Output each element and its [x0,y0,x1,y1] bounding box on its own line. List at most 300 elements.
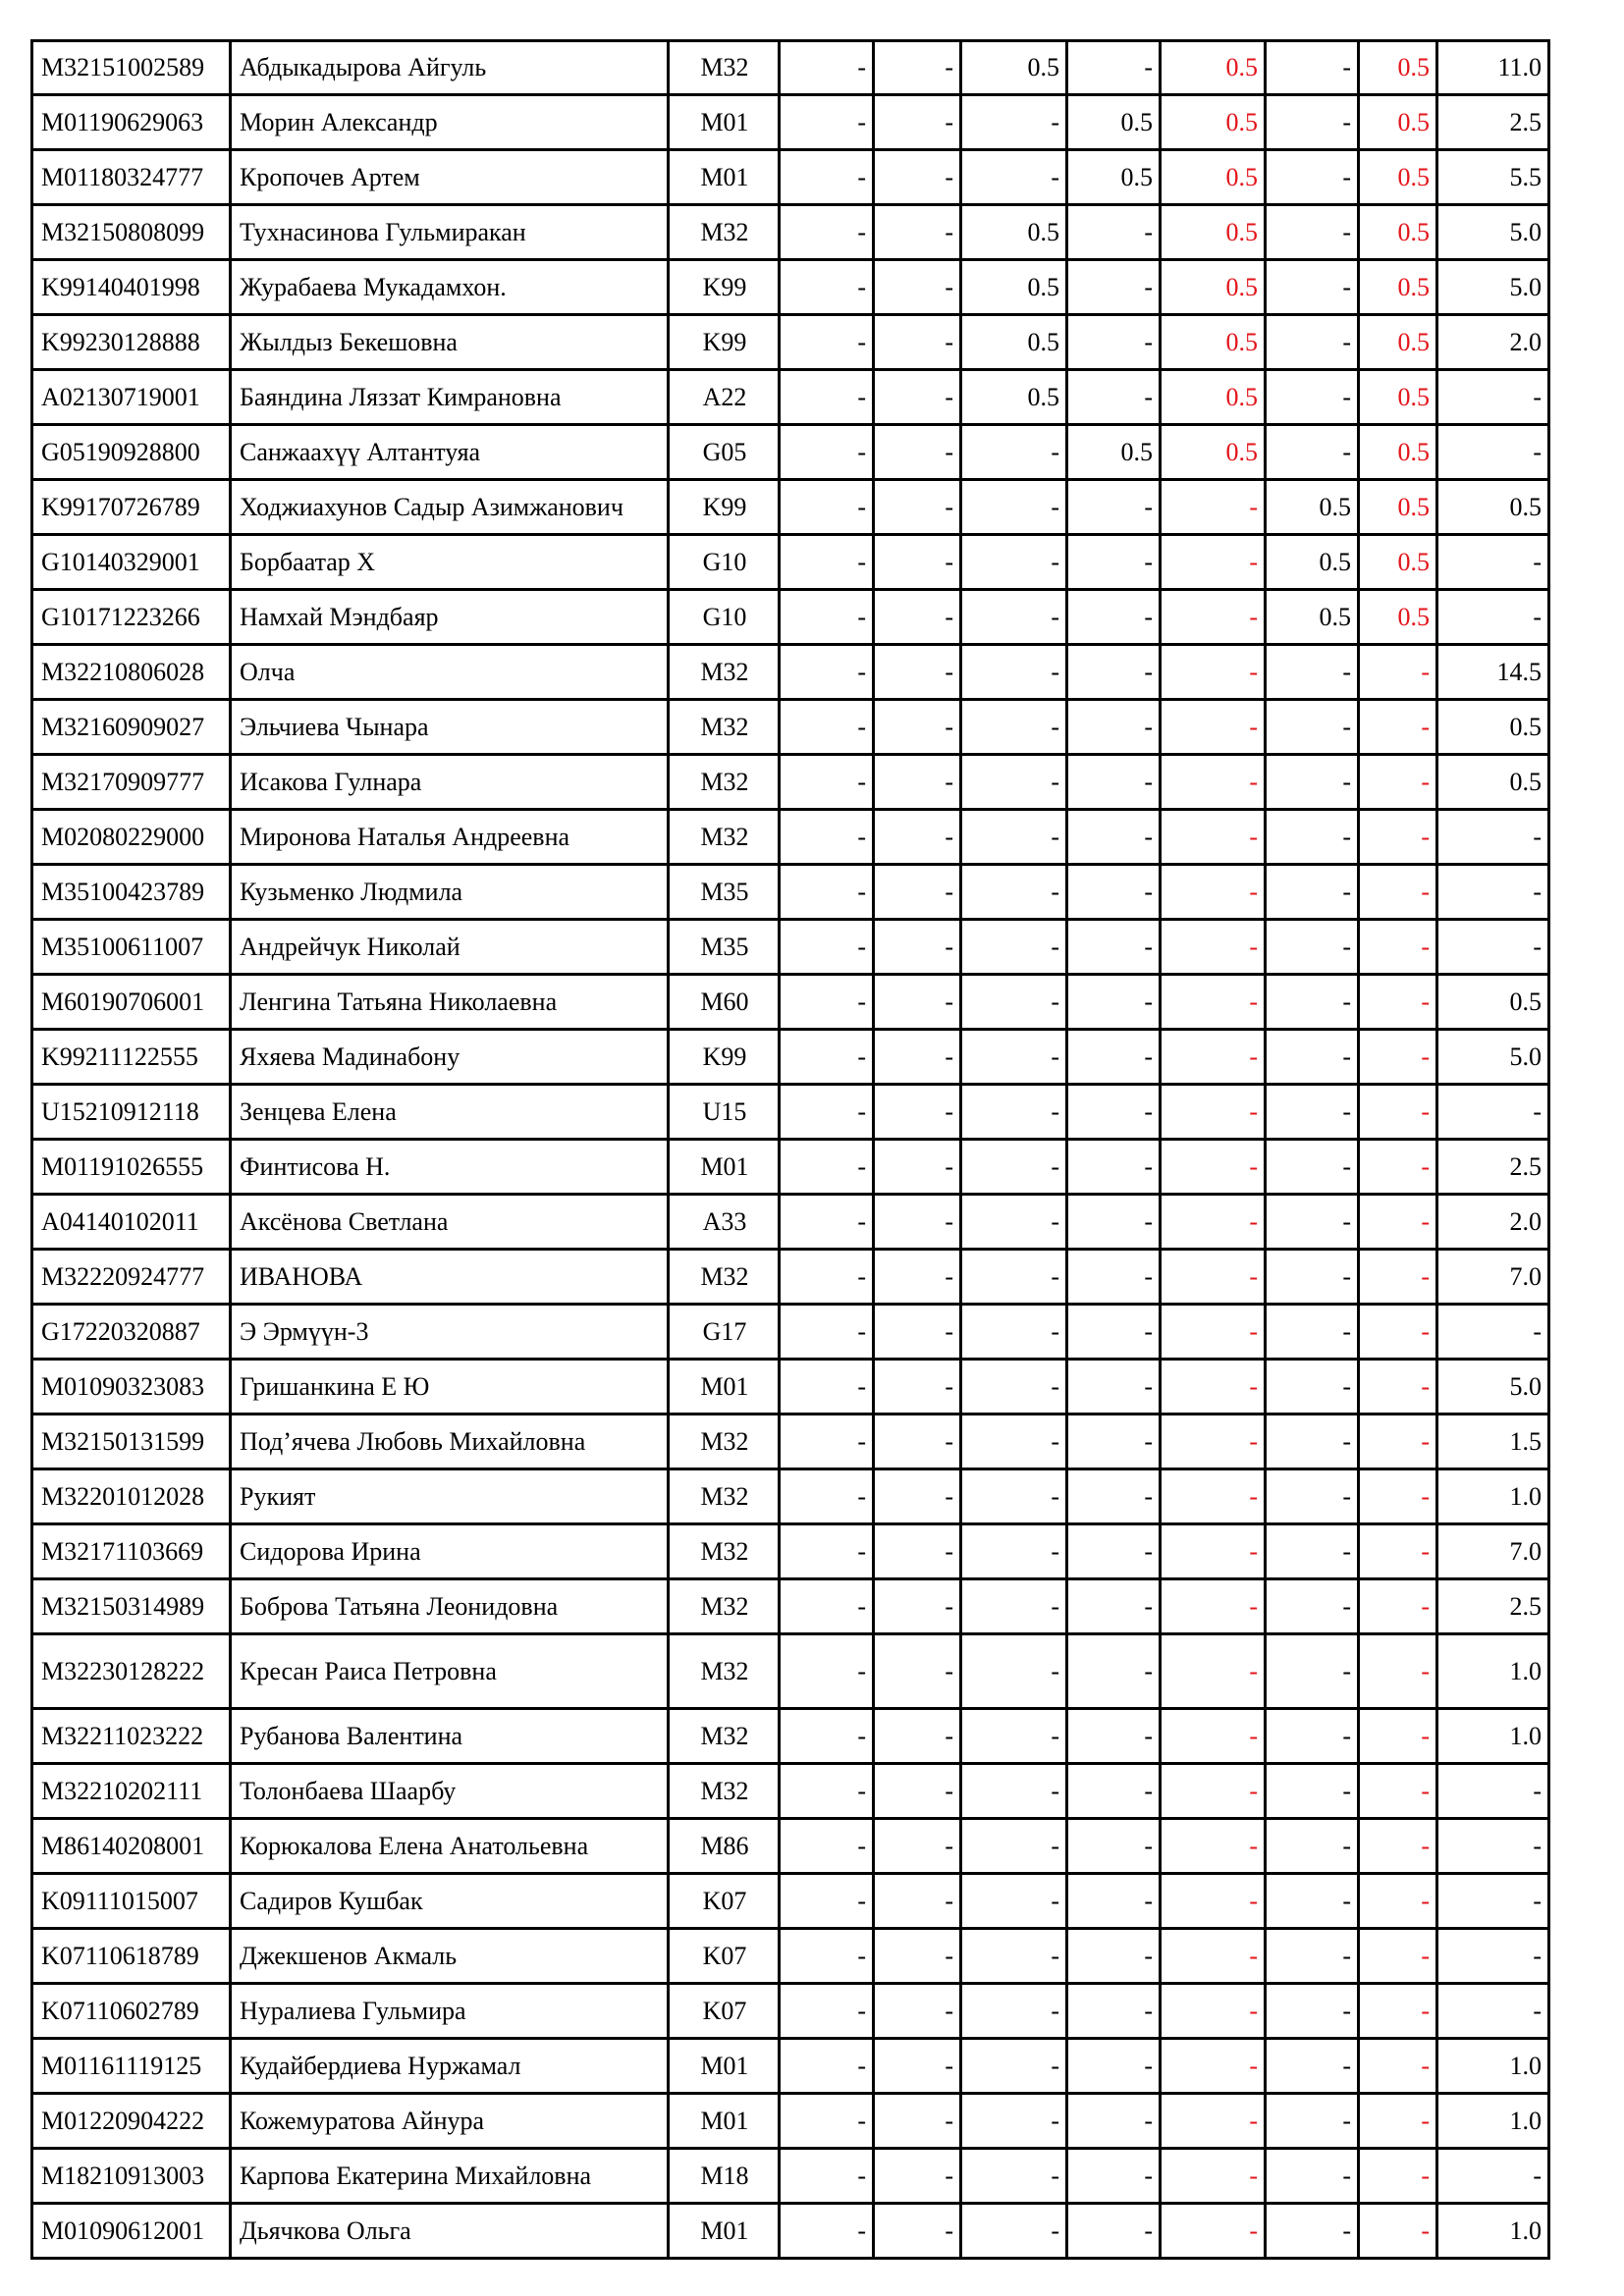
cell-v2: - [874,2094,961,2149]
table-row [32,95,1549,150]
cell-code: M01 [669,2039,780,2094]
cell-v6: 0.5 [1266,590,1359,645]
table-row [32,2204,1549,2259]
cell-v6: - [1266,700,1359,755]
cell-v1: - [780,1579,874,1634]
table-body [32,41,1549,2259]
cell-v5: 0.5 [1161,370,1266,425]
cell-total: 1.0 [1437,2039,1549,2094]
cell-v5: - [1161,1579,1266,1634]
cell-v5: - [1161,535,1266,590]
cell-code: U15 [669,1085,780,1140]
cell-v4: - [1067,2204,1161,2259]
cell-v5: - [1161,1984,1266,2039]
cell-name: Жылдыз Бекешовна [231,315,669,370]
cell-v7: - [1359,1929,1437,1984]
cell-total: 1.0 [1437,1634,1549,1709]
cell-total: 5.0 [1437,1030,1549,1085]
cell-v4: - [1067,755,1161,810]
cell-code: K99 [669,480,780,535]
cell-id: G10171223266 [32,590,231,645]
cell-code: M01 [669,2204,780,2259]
table-row [32,205,1549,260]
cell-v2: - [874,1469,961,1524]
cell-v4: - [1067,1524,1161,1579]
cell-name: Дьячкова Ольга [231,2204,669,2259]
cell-v1: - [780,1415,874,1469]
cell-v4: - [1067,1984,1161,2039]
cell-code: M32 [669,1634,780,1709]
cell-v2: - [874,1140,961,1195]
cell-total: - [1437,1984,1549,2039]
cell-v6: - [1266,1360,1359,1415]
cell-v7: 0.5 [1359,95,1437,150]
cell-total: - [1437,370,1549,425]
cell-name: Абдыкадырова Айгуль [231,41,669,95]
cell-v3: - [961,920,1067,975]
cell-id: M32150131599 [32,1415,231,1469]
cell-v1: - [780,1469,874,1524]
cell-id: M32211023222 [32,1709,231,1764]
cell-v2: - [874,260,961,315]
cell-name: Намхай Мэндбаяр [231,590,669,645]
cell-v2: - [874,41,961,95]
cell-v5: - [1161,1874,1266,1929]
cell-name: Корюкалова Елена Анатольевна [231,1819,669,1874]
cell-v6: - [1266,975,1359,1030]
cell-v5: - [1161,1415,1266,1469]
cell-total: 2.5 [1437,95,1549,150]
cell-id: M32170909777 [32,755,231,810]
cell-v4: 0.5 [1067,425,1161,480]
table-row [32,1634,1549,1709]
table-row [32,1579,1549,1634]
cell-v4: - [1067,1140,1161,1195]
cell-code: M32 [669,645,780,700]
cell-v2: - [874,1984,961,2039]
cell-v2: - [874,1030,961,1085]
cell-v2: - [874,1764,961,1819]
cell-v4: - [1067,205,1161,260]
cell-v1: - [780,260,874,315]
cell-v7: 0.5 [1359,535,1437,590]
cell-v4: - [1067,1634,1161,1709]
cell-v2: - [874,1524,961,1579]
cell-v4: - [1067,1469,1161,1524]
cell-code: K99 [669,260,780,315]
cell-v7: 0.5 [1359,260,1437,315]
cell-v2: - [874,645,961,700]
cell-v1: - [780,1140,874,1195]
cell-v2: - [874,975,961,1030]
cell-code: M60 [669,975,780,1030]
cell-id: M35100423789 [32,865,231,920]
cell-id: M01161119125 [32,2039,231,2094]
cell-v5: - [1161,700,1266,755]
cell-v1: - [780,425,874,480]
cell-v3: - [961,1579,1067,1634]
cell-v6: 0.5 [1266,535,1359,590]
cell-id: M01190629063 [32,95,231,150]
cell-name: Исакова Гулнара [231,755,669,810]
cell-v2: - [874,1579,961,1634]
cell-code: M32 [669,1469,780,1524]
cell-v4: - [1067,1764,1161,1819]
cell-v1: - [780,810,874,865]
cell-v3: - [961,1250,1067,1305]
cell-v3: - [961,1764,1067,1819]
cell-id: U15210912118 [32,1085,231,1140]
cell-id: M32151002589 [32,41,231,95]
cell-v5: - [1161,975,1266,1030]
table-row [32,260,1549,315]
cell-id: K07110618789 [32,1929,231,1984]
cell-id: M35100611007 [32,920,231,975]
cell-id: K99211122555 [32,1030,231,1085]
cell-name: Боброва Татьяна Леонидовна [231,1579,669,1634]
cell-v4: - [1067,1030,1161,1085]
cell-v5: - [1161,2204,1266,2259]
cell-v5: - [1161,865,1266,920]
cell-v2: - [874,205,961,260]
cell-v5: - [1161,1140,1266,1195]
cell-v3: - [961,95,1067,150]
cell-v4: - [1067,1709,1161,1764]
cell-v1: - [780,755,874,810]
cell-name: Финтисова Н. [231,1140,669,1195]
cell-v3: - [961,1030,1067,1085]
cell-v6: - [1266,2149,1359,2204]
cell-v6: - [1266,1305,1359,1360]
cell-v6: - [1266,1195,1359,1250]
cell-total: 0.5 [1437,755,1549,810]
table-row [32,370,1549,425]
cell-code: K07 [669,1929,780,1984]
cell-v3: - [961,1819,1067,1874]
cell-total: - [1437,1764,1549,1819]
cell-total: 5.0 [1437,1360,1549,1415]
cell-v5: - [1161,1469,1266,1524]
cell-v6: - [1266,1524,1359,1579]
table-row [32,1874,1549,1929]
cell-v3: - [961,1634,1067,1709]
cell-v2: - [874,2039,961,2094]
cell-v4: - [1067,1874,1161,1929]
cell-v7: - [1359,1764,1437,1819]
cell-name: Аксёнова Светлана [231,1195,669,1250]
cell-v1: - [780,95,874,150]
cell-v3: - [961,1984,1067,2039]
cell-code: G10 [669,535,780,590]
cell-v7: 0.5 [1359,590,1437,645]
cell-v2: - [874,1360,961,1415]
cell-v1: - [780,205,874,260]
cell-name: Баяндина Ляззат Кимрановна [231,370,669,425]
cell-v6: - [1266,95,1359,150]
cell-name: Карпова Екатерина Михайловна [231,2149,669,2204]
cell-v6: - [1266,2094,1359,2149]
cell-v2: - [874,1929,961,1984]
cell-v2: - [874,1874,961,1929]
cell-v2: - [874,1085,961,1140]
cell-v6: - [1266,1709,1359,1764]
cell-v3: - [961,865,1067,920]
cell-v1: - [780,1709,874,1764]
cell-name: Гришанкина Е Ю [231,1360,669,1415]
cell-v2: - [874,1415,961,1469]
cell-total: - [1437,920,1549,975]
cell-v1: - [780,1360,874,1415]
cell-v6: - [1266,315,1359,370]
cell-id: M01191026555 [32,1140,231,1195]
cell-v1: - [780,1929,874,1984]
cell-code: G17 [669,1305,780,1360]
cell-v3: - [961,1360,1067,1415]
cell-v3: - [961,810,1067,865]
cell-v4: - [1067,975,1161,1030]
cell-name: Рубанова Валентина [231,1709,669,1764]
cell-v6: - [1266,41,1359,95]
cell-total: 2.0 [1437,315,1549,370]
cell-v2: - [874,700,961,755]
cell-id: K99230128888 [32,315,231,370]
cell-v6: - [1266,1250,1359,1305]
cell-total: - [1437,1929,1549,1984]
cell-v2: - [874,315,961,370]
cell-v7: - [1359,920,1437,975]
cell-id: M86140208001 [32,1819,231,1874]
cell-v6: - [1266,920,1359,975]
table-row [32,1085,1549,1140]
cell-total: 2.0 [1437,1195,1549,1250]
cell-v3: - [961,755,1067,810]
cell-v6: - [1266,1819,1359,1874]
cell-name: Зенцева Елена [231,1085,669,1140]
cell-name: Кресан Раиса Петровна [231,1634,669,1709]
cell-v4: - [1067,1929,1161,1984]
cell-v5: - [1161,1709,1266,1764]
cell-code: G05 [669,425,780,480]
cell-code: M01 [669,1360,780,1415]
cell-id: G17220320887 [32,1305,231,1360]
cell-name: Ленгина Татьяна Николаевна [231,975,669,1030]
cell-v6: - [1266,755,1359,810]
cell-v4: - [1067,1360,1161,1415]
cell-v5: 0.5 [1161,260,1266,315]
cell-code: M32 [669,41,780,95]
cell-total: 14.5 [1437,645,1549,700]
cell-v3: - [961,2149,1067,2204]
table-row [32,755,1549,810]
cell-total: 7.0 [1437,1250,1549,1305]
cell-name: Под’ячева Любовь Михайловна [231,1415,669,1469]
cell-total: - [1437,1819,1549,1874]
cell-code: M32 [669,1579,780,1634]
cell-name: Кожемуратова Айнура [231,2094,669,2149]
cell-v7: - [1359,1874,1437,1929]
cell-v4: - [1067,1195,1161,1250]
table-row [32,1764,1549,1819]
cell-v5: - [1161,1634,1266,1709]
cell-v2: - [874,370,961,425]
cell-v7: - [1359,700,1437,755]
cell-v6: - [1266,1874,1359,1929]
cell-code: M01 [669,1140,780,1195]
cell-v7: - [1359,1524,1437,1579]
cell-v3: 0.5 [961,260,1067,315]
cell-v4: - [1067,920,1161,975]
cell-code: M32 [669,1709,780,1764]
table-row [32,1195,1549,1250]
cell-v3: - [961,2094,1067,2149]
cell-name: Журабаева Мукадамхон. [231,260,669,315]
cell-name: Эльчиева Чынара [231,700,669,755]
cell-id: M01220904222 [32,2094,231,2149]
cell-v4: - [1067,2039,1161,2094]
table-row [32,2149,1549,2204]
cell-v6: - [1266,1140,1359,1195]
cell-v1: - [780,975,874,1030]
cell-v4: - [1067,1085,1161,1140]
cell-v3: 0.5 [961,205,1067,260]
cell-v7: - [1359,1030,1437,1085]
cell-v1: - [780,41,874,95]
cell-v2: - [874,2149,961,2204]
cell-v5: - [1161,1524,1266,1579]
cell-v7: 0.5 [1359,41,1437,95]
cell-v6: - [1266,370,1359,425]
cell-name: Нуралиева Гульмира [231,1984,669,2039]
cell-v2: - [874,1195,961,1250]
cell-v7: - [1359,1360,1437,1415]
cell-v4: - [1067,2094,1161,2149]
cell-id: M32201012028 [32,1469,231,1524]
cell-v7: - [1359,2204,1437,2259]
cell-v4: - [1067,370,1161,425]
cell-v3: - [961,1929,1067,1984]
cell-total: - [1437,1874,1549,1929]
cell-total: - [1437,1085,1549,1140]
table-row [32,700,1549,755]
cell-v5: 0.5 [1161,315,1266,370]
cell-code: M35 [669,920,780,975]
table-row [32,1929,1549,1984]
cell-v6: - [1266,260,1359,315]
cell-code: M18 [669,2149,780,2204]
cell-v6: - [1266,1085,1359,1140]
cell-total: - [1437,865,1549,920]
cell-v6: - [1266,2039,1359,2094]
cell-id: G05190928800 [32,425,231,480]
cell-v4: - [1067,1819,1161,1874]
cell-v4: 0.5 [1067,95,1161,150]
cell-id: K07110602789 [32,1984,231,2039]
cell-v1: - [780,370,874,425]
cell-name: Яхяева Мадинабону [231,1030,669,1085]
cell-v5: - [1161,1195,1266,1250]
cell-v6: - [1266,645,1359,700]
cell-v5: - [1161,1305,1266,1360]
cell-v1: - [780,2094,874,2149]
cell-total: 7.0 [1437,1524,1549,1579]
cell-id: M32220924777 [32,1250,231,1305]
cell-v4: - [1067,480,1161,535]
cell-v7: - [1359,865,1437,920]
cell-v7: - [1359,975,1437,1030]
cell-v6: - [1266,810,1359,865]
cell-code: M32 [669,1524,780,1579]
cell-v1: - [780,590,874,645]
cell-v2: - [874,480,961,535]
table-row [32,865,1549,920]
cell-id: M32210202111 [32,1764,231,1819]
cell-total: 1.0 [1437,2094,1549,2149]
cell-id: M32160909027 [32,700,231,755]
cell-code: M32 [669,755,780,810]
cell-v3: - [961,1085,1067,1140]
cell-v6: - [1266,1030,1359,1085]
cell-total: 0.5 [1437,975,1549,1030]
cell-v6: - [1266,2204,1359,2259]
cell-code: M01 [669,150,780,205]
cell-v4: - [1067,810,1161,865]
cell-v7: - [1359,645,1437,700]
cell-v3: 0.5 [961,315,1067,370]
cell-v7: 0.5 [1359,480,1437,535]
cell-v3: - [961,535,1067,590]
cell-v1: - [780,1634,874,1709]
cell-v5: - [1161,2039,1266,2094]
cell-v4: - [1067,1415,1161,1469]
cell-v7: 0.5 [1359,205,1437,260]
cell-v5: - [1161,1250,1266,1305]
table-row [32,975,1549,1030]
cell-v2: - [874,2204,961,2259]
cell-id: M01090612001 [32,2204,231,2259]
cell-code: M35 [669,865,780,920]
cell-v7: - [1359,2149,1437,2204]
cell-v1: - [780,2204,874,2259]
cell-v5: 0.5 [1161,41,1266,95]
table-row [32,535,1549,590]
cell-v4: - [1067,315,1161,370]
cell-code: M32 [669,205,780,260]
cell-name: Рукият [231,1469,669,1524]
cell-code: K99 [669,1030,780,1085]
cell-v1: - [780,920,874,975]
cell-v4: 0.5 [1067,150,1161,205]
table-row [32,1305,1549,1360]
cell-code: G10 [669,590,780,645]
cell-id: M32171103669 [32,1524,231,1579]
cell-name: Ходжиахунов Садыр Азимжанович [231,480,669,535]
cell-v7: - [1359,1140,1437,1195]
cell-name: Кузьменко Людмила [231,865,669,920]
cell-name: Джекшенов Акмаль [231,1929,669,1984]
table-row [32,1984,1549,2039]
table-row [32,1709,1549,1764]
cell-id: M01180324777 [32,150,231,205]
cell-v5: 0.5 [1161,150,1266,205]
cell-name: Сидорова Ирина [231,1524,669,1579]
cell-v4: - [1067,590,1161,645]
cell-v3: - [961,1140,1067,1195]
cell-v1: - [780,645,874,700]
cell-v7: - [1359,1250,1437,1305]
cell-v2: - [874,865,961,920]
cell-v1: - [780,150,874,205]
cell-v5: 0.5 [1161,95,1266,150]
